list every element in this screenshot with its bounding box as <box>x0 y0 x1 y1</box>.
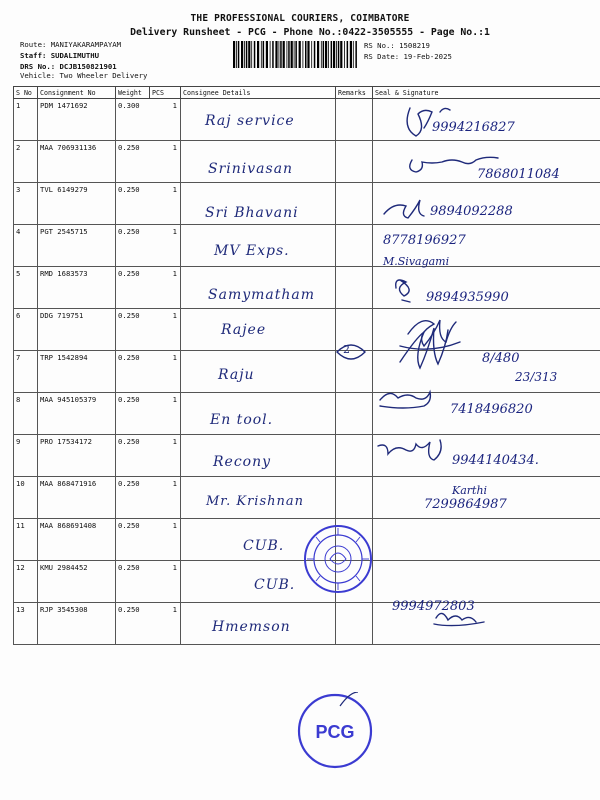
barcode-bar <box>355 41 357 68</box>
barcode-bar <box>257 41 259 68</box>
sig-phone-1: 9994216827 <box>432 120 515 135</box>
hw-consignee-6: Rajee <box>221 322 267 338</box>
sig-phone-3: 9894092288 <box>430 204 513 219</box>
sno-cell: 2 <box>14 141 38 183</box>
sig-phone-9: 9944140434. <box>452 453 539 468</box>
pcs-cell: 1 <box>150 309 181 351</box>
sig-phone-2: 7868011084 <box>477 167 560 182</box>
barcode-bar <box>350 41 352 68</box>
pcs-cell: 1 <box>150 435 181 477</box>
route-label: Route: MANIYAKARAMPAYAM <box>20 40 122 49</box>
pcs-cell: 1 <box>150 519 181 561</box>
sno-cell: 11 <box>14 519 38 561</box>
weight-cell: 0.250 <box>116 225 150 267</box>
barcode-bar <box>340 41 342 68</box>
barcode-bar <box>338 41 340 68</box>
sno-cell: 9 <box>14 435 38 477</box>
signature-cell <box>373 519 600 561</box>
pcg-stamp <box>296 692 374 770</box>
barcode-bar <box>233 41 235 68</box>
col-header-signature: Seal & Signature <box>373 87 600 99</box>
consignment-cell: DDG 719751 <box>38 309 116 351</box>
barcode-bar <box>254 41 256 68</box>
barcode-bar <box>236 41 237 68</box>
sig-number-7a: 8/480 <box>482 351 520 366</box>
hw-consignee-10: Mr. Krishnan <box>206 494 304 509</box>
meta-left <box>20 39 121 72</box>
col-header-sno: S No <box>14 87 38 99</box>
hw-consignee-1: Raj service <box>205 113 295 129</box>
barcode-bar <box>299 41 301 68</box>
barcode-bar <box>270 41 271 68</box>
barcode-bar <box>311 41 312 68</box>
barcode-bar <box>272 41 274 68</box>
barcode-bar <box>336 41 337 68</box>
weight-cell: 0.250 <box>116 477 150 519</box>
sig-name-sivagami: M.Sivagami <box>383 255 450 268</box>
weight-cell: 0.250 <box>116 393 150 435</box>
remarks-cell <box>336 393 373 435</box>
hw-consignee-11: CUB. <box>243 538 285 554</box>
sig-name-karthi: Karthi <box>452 484 488 497</box>
hw-consignee-12: CUB. <box>254 577 296 593</box>
signature-cell <box>373 561 600 603</box>
weight-cell: 0.250 <box>116 519 150 561</box>
hw-consignee-7: Raju <box>218 367 255 383</box>
barcode-bar <box>344 41 345 68</box>
barcode-bar <box>279 41 280 68</box>
remarks-cell <box>336 477 373 519</box>
sno-cell: 12 <box>14 561 38 603</box>
weight-cell: 0.300 <box>116 99 150 141</box>
runsheet-subtitle: Delivery Runsheet - PCG - Phone No.:0422-3505555 - Page No.:1 <box>130 27 490 38</box>
col-header-pcs: PCS <box>150 87 181 99</box>
sno-cell: 8 <box>14 393 38 435</box>
remarks-cell <box>336 267 373 309</box>
barcode-bar <box>307 41 309 68</box>
pcs-cell: 1 <box>150 477 181 519</box>
weight-cell: 0.250 <box>116 141 150 183</box>
col-header-consignee: Consignee Details <box>181 87 336 99</box>
pcs-cell: 1 <box>150 393 181 435</box>
sig-phone-5: 9894935990 <box>426 290 509 305</box>
remarks-cell <box>336 351 373 393</box>
sig-number-7b: 23/313 <box>515 370 558 384</box>
consignment-cell: RMD 1683573 <box>38 267 116 309</box>
consignment-cell: MAA 945105379 <box>38 393 116 435</box>
barcode-bar <box>305 41 307 68</box>
sno-cell: 5 <box>14 267 38 309</box>
hw-consignee-4: MV Exps. <box>214 243 290 259</box>
barcode-bar <box>283 41 285 68</box>
barcode-bar <box>261 41 262 68</box>
remarks-cell <box>336 141 373 183</box>
sig-phone-13: 9994972803 <box>392 599 475 614</box>
table-row <box>14 309 600 351</box>
table-row <box>14 477 600 519</box>
barcode-bar <box>275 41 277 68</box>
barcode-bar <box>317 41 319 68</box>
weight-cell: 0.250 <box>116 435 150 477</box>
consignment-cell: PRO 17534172 <box>38 435 116 477</box>
barcode-bar <box>280 41 282 68</box>
consignment-cell: TVL 6149279 <box>38 183 116 225</box>
pcs-cell: 1 <box>150 99 181 141</box>
barcode-bar <box>291 41 293 68</box>
weight-cell: 0.250 <box>116 561 150 603</box>
rs-no-label: RS No.: 1508219 <box>364 41 430 50</box>
remarks-cell <box>336 99 373 141</box>
barcode-bar <box>295 41 297 68</box>
sno-cell: 3 <box>14 183 38 225</box>
table-row <box>14 225 600 267</box>
sno-cell: 10 <box>14 477 38 519</box>
barcode-bar <box>347 41 349 68</box>
remarks-cell <box>336 225 373 267</box>
barcode-bar <box>251 41 252 68</box>
pcs-cell: 1 <box>150 267 181 309</box>
sig-phone-4: 8778196927 <box>383 233 466 248</box>
barcode-bar <box>294 41 295 68</box>
pcs-cell: 1 <box>150 225 181 267</box>
barcode-bar <box>244 41 245 68</box>
barcode-bar <box>333 41 335 68</box>
consignment-cell: MAA 706931136 <box>38 141 116 183</box>
barcode-bar <box>248 41 250 68</box>
barcode-bar <box>303 41 304 68</box>
signature-cell <box>373 309 600 351</box>
hw-consignee-9: Recony <box>213 454 272 470</box>
barcode-bar <box>238 41 240 68</box>
sno-cell: 1 <box>14 99 38 141</box>
col-header-remarks: Remarks <box>336 87 373 99</box>
pcs-cell: 1 <box>150 603 181 645</box>
barcode-bar <box>314 41 316 68</box>
barcode-bar <box>321 41 322 68</box>
pcs-cell: 1 <box>150 183 181 225</box>
consignment-cell: RJP 3545308 <box>38 603 116 645</box>
barcode-bar <box>263 41 265 68</box>
hw-consignee-5: Samymatham <box>208 287 316 303</box>
barcode-bar <box>331 41 333 68</box>
remarks-cell <box>336 603 373 645</box>
sig-phone-10: 7299864987 <box>424 497 507 512</box>
weight-cell: 0.250 <box>116 603 150 645</box>
col-header-weight: Weight <box>116 87 150 99</box>
table-row <box>14 603 600 645</box>
sno-cell: 6 <box>14 309 38 351</box>
pcg-stamp-text: PCG <box>315 722 355 742</box>
weight-cell: 0.250 <box>116 309 150 351</box>
drs-label: DRS No.: DCJB150821901 <box>20 62 117 71</box>
barcode-bar <box>353 41 354 68</box>
barcode-bar <box>266 41 268 68</box>
table-header-row <box>14 87 600 99</box>
consignment-cell: MAA 868471916 <box>38 477 116 519</box>
hw-consignee-8: En tool. <box>210 412 274 428</box>
barcode-bar <box>241 41 243 68</box>
barcode-bar <box>328 41 329 68</box>
hw-remark-7: 2 <box>343 343 351 356</box>
barcode-bar <box>246 41 248 68</box>
barcode-bar <box>287 41 288 68</box>
barcode-bar <box>323 41 325 68</box>
pcs-cell: 1 <box>150 561 181 603</box>
consignment-cell: KMU 2984452 <box>38 561 116 603</box>
round-seal-stamp <box>302 523 374 595</box>
company-title: THE PROFESSIONAL COURIERS, COIMBATORE <box>190 13 410 24</box>
barcode-bar <box>288 41 290 68</box>
hw-consignee-13: Hmemson <box>212 619 291 635</box>
hw-consignee-2: Srinivasan <box>208 161 294 177</box>
barcode-bar <box>325 41 327 68</box>
remarks-cell <box>336 435 373 477</box>
meta-right <box>364 40 452 62</box>
remarks-cell <box>336 309 373 351</box>
rs-date-label: RS Date: 19-Feb-2025 <box>364 52 452 61</box>
sno-cell: 13 <box>14 603 38 645</box>
consignee-cell <box>181 351 336 393</box>
barcode-image <box>233 41 359 68</box>
sno-cell: 4 <box>14 225 38 267</box>
consignment-cell: MAA 868691408 <box>38 519 116 561</box>
hw-consignee-3: Sri Bhavani <box>205 205 299 221</box>
consignment-cell: PGT 2545715 <box>38 225 116 267</box>
consignment-cell: TRP 1542894 <box>38 351 116 393</box>
col-header-consignment: Consignment No <box>38 87 116 99</box>
sno-cell: 7 <box>14 351 38 393</box>
sig-phone-8: 7418496820 <box>450 402 533 417</box>
pcs-cell: 1 <box>150 141 181 183</box>
weight-cell: 0.250 <box>116 183 150 225</box>
consignment-cell: PDM 1471692 <box>38 99 116 141</box>
remarks-cell <box>336 183 373 225</box>
staff-label: Staff: SUDALIMUTHU <box>20 51 100 60</box>
weight-cell: 0.250 <box>116 267 150 309</box>
vehicle-label: Vehicle: Two Wheeler Delivery <box>20 71 148 80</box>
weight-cell: 0.250 <box>116 351 150 393</box>
pcs-cell: 1 <box>150 351 181 393</box>
